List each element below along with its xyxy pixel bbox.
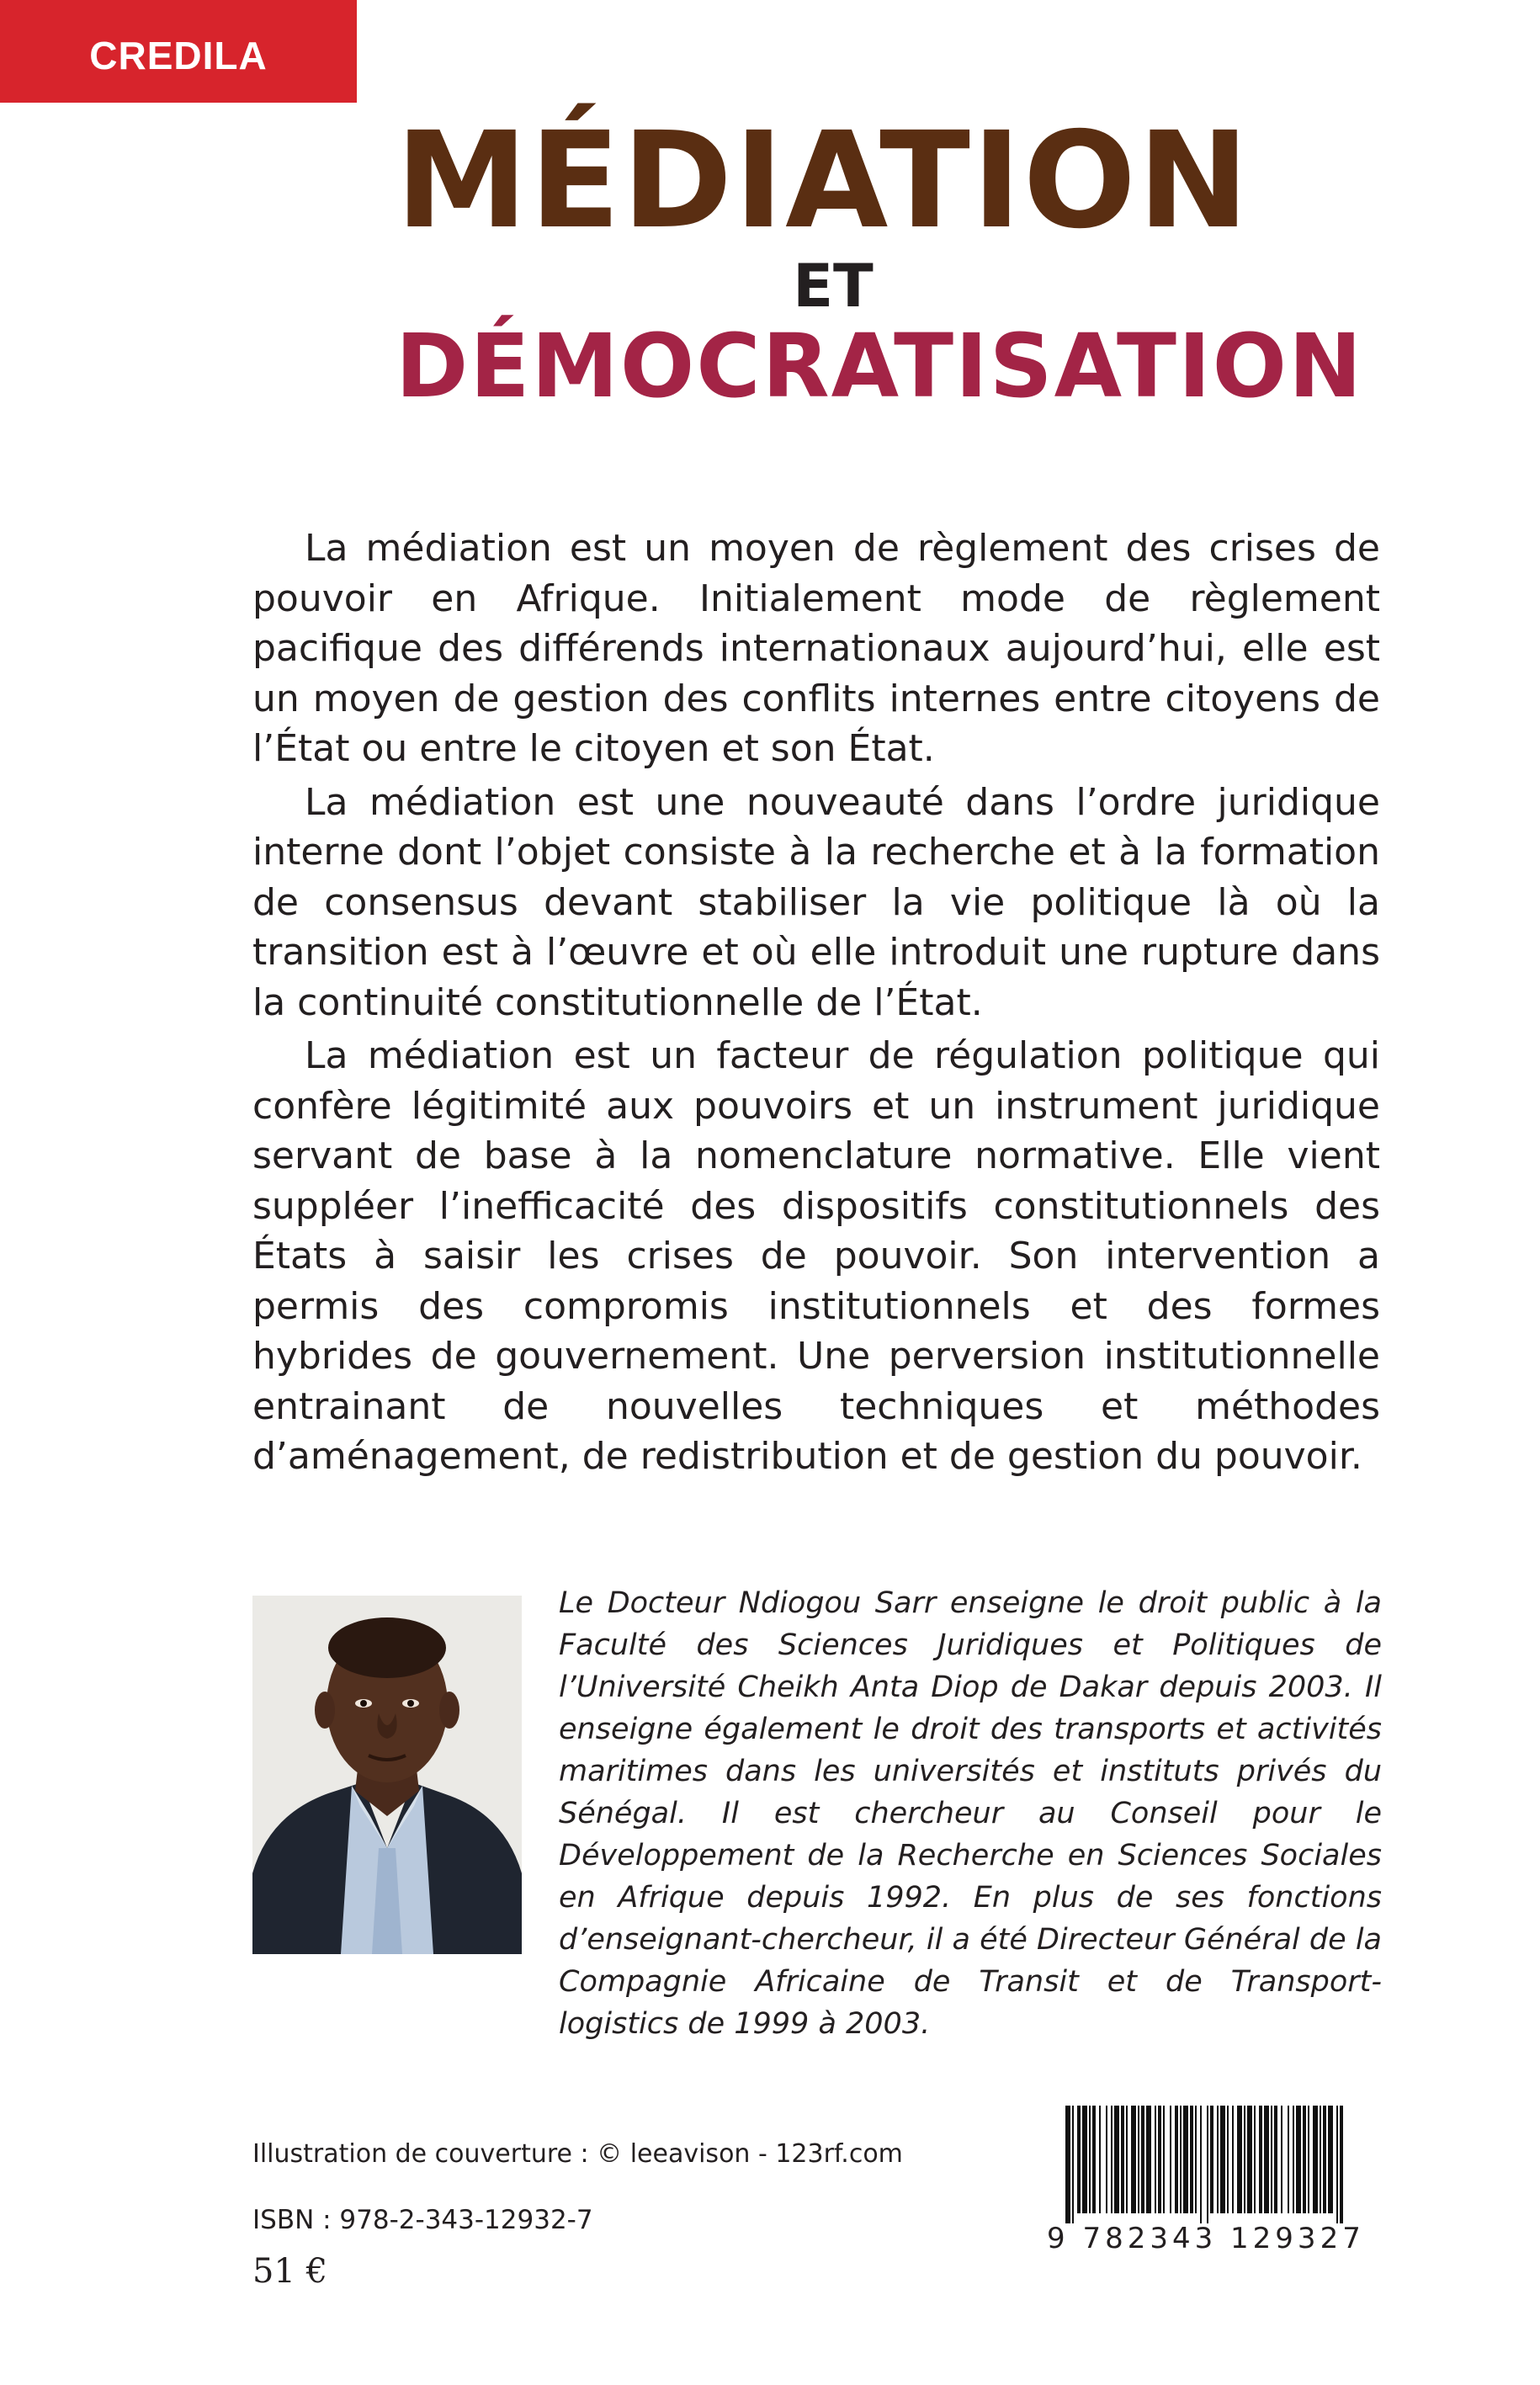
synopsis-paragraph: La médiation est une nouveauté dans l’ordre juridique interne dont l’objet consiste à la recherche et à la formation de consensus devant stabiliser la vie politique là où la transition est à l’œuvre et où elle introduit une rupture dans la continuité constitutionnelle de l’État. <box>252 780 1380 1024</box>
barcode-bar <box>1138 2106 1139 2213</box>
barcode-bar <box>1281 2106 1282 2213</box>
barcode-bar <box>1121 2106 1124 2213</box>
barcode-bar <box>1308 2106 1309 2213</box>
barcode-bar <box>1163 2106 1165 2213</box>
barcode-bar <box>1274 2106 1277 2213</box>
barcode-bar <box>1227 2106 1229 2213</box>
cover-illustration-credit: Illustration de couverture : © leeavison - 123rf.com <box>252 2139 903 2169</box>
barcode-bar <box>1247 2106 1252 2213</box>
barcode-bar <box>1336 2106 1338 2223</box>
barcode-bar <box>1200 2106 1202 2223</box>
barcode-bar <box>1175 2106 1178 2213</box>
barcode-bar <box>1183 2106 1188 2213</box>
barcode-bar <box>1220 2106 1225 2213</box>
barcode-bar <box>1195 2106 1197 2213</box>
isbn: ISBN : 978-2-343-12932-7 <box>252 2205 593 2235</box>
barcode-bar <box>1190 2106 1193 2213</box>
barcode-bar <box>1072 2106 1074 2223</box>
synopsis-paragraph: La médiation est un facteur de régulation politique qui confère légitimité aux pouvoirs et un instrument juridique servant de base à la nomenclature normative. Elle vient suppléer l’inefficacité des dispositifs constitutionnels des États à saisir les crises de pouvoir. Son intervention a permis des compromis institutionnels et des formes hybrides de gouvernement. Une perversion institutionnelle entrainant de nouvelles techniques et méthodes d’aménagement, de redistribution et de gestion du pouvoir. <box>252 1034 1380 1478</box>
barcode-bar <box>1089 2106 1091 2213</box>
publisher-label: CREDILA <box>89 34 268 77</box>
book-title-main: MÉDIATION <box>396 104 1251 258</box>
barcode-bar <box>1111 2106 1113 2213</box>
barcode-bar <box>1158 2106 1161 2213</box>
publisher-badge <box>0 0 357 103</box>
barcode-bar <box>1170 2106 1171 2213</box>
author-portrait-illustration <box>252 1596 522 1954</box>
barcode-bar <box>1293 2106 1294 2213</box>
barcode-bar <box>1237 2106 1242 2213</box>
barcode-bar <box>1114 2106 1119 2213</box>
barcode-bar <box>1141 2106 1144 2213</box>
barcode-bar <box>1155 2106 1156 2213</box>
barcode-bars <box>1062 2106 1346 2223</box>
barcode-bar <box>1207 2106 1208 2223</box>
barcode-bar <box>1210 2106 1213 2213</box>
barcode-bar <box>1082 2106 1087 2213</box>
synopsis <box>252 523 1380 1482</box>
barcode-bar <box>1328 2106 1333 2213</box>
barcode-bar <box>1323 2106 1326 2213</box>
book-title-sub: DÉMOCRATISATION <box>396 315 1364 417</box>
barcode-bar <box>1244 2106 1245 2213</box>
author-photo <box>252 1596 522 1954</box>
barcode-bar <box>1313 2106 1318 2213</box>
barcode-bar <box>1259 2106 1262 2213</box>
barcode-bar <box>1303 2106 1306 2213</box>
barcode-bar <box>1131 2106 1136 2213</box>
barcode-bar <box>1320 2106 1321 2213</box>
barcode-bar <box>1099 2106 1101 2213</box>
barcode-bar <box>1146 2106 1151 2213</box>
barcode-bar <box>1271 2106 1272 2213</box>
barcode-bar <box>1296 2106 1301 2213</box>
price: 51 € <box>252 2252 328 2291</box>
barcode-digits: 9 782343 129327 <box>1047 2222 1365 2255</box>
barcode-bar <box>1180 2106 1182 2213</box>
barcode-bar <box>1340 2106 1343 2223</box>
barcode-bar <box>1232 2106 1234 2213</box>
synopsis-paragraph: La médiation est un moyen de règlement des crises de pouvoir en Afrique. Initialement mode de règlement pacifique des différends internationaux aujourd’hui, elle est un moyen de gestion des conflits internes entre citoyens de l’État ou entre le citoyen et son État. <box>252 527 1380 770</box>
barcode-bar <box>1264 2106 1269 2213</box>
barcode-bar <box>1288 2106 1289 2213</box>
barcode-bar <box>1254 2106 1256 2213</box>
book-title-connector: ET <box>793 252 874 321</box>
barcode-bar <box>1065 2106 1070 2223</box>
barcode-bar <box>1217 2106 1219 2213</box>
barcode-bar <box>1126 2106 1128 2213</box>
barcode-bar <box>1106 2106 1107 2213</box>
barcode-bar <box>1077 2106 1081 2213</box>
barcode-bar <box>1092 2106 1096 2213</box>
author-bio: Le Docteur Ndiogou Sarr enseigne le droit public à la Faculté des Sciences Juridiques et Politiques de l’Université Cheikh Anta Diop de Dakar depuis 2003. Il enseigne également le droit des transports et activités maritimes dans les universités et instituts privés du Sénégal. Il est chercheur au Conseil pour le Développement de la Recherche en Sciences Sociales en Afrique depuis 1992. En plus de ses fonctions d’enseignant-chercheur, il a été Directeur Général de la Compagnie Africaine de Transit et de Transport-logistics de 1999 à 2003. <box>559 1586 1382 2041</box>
